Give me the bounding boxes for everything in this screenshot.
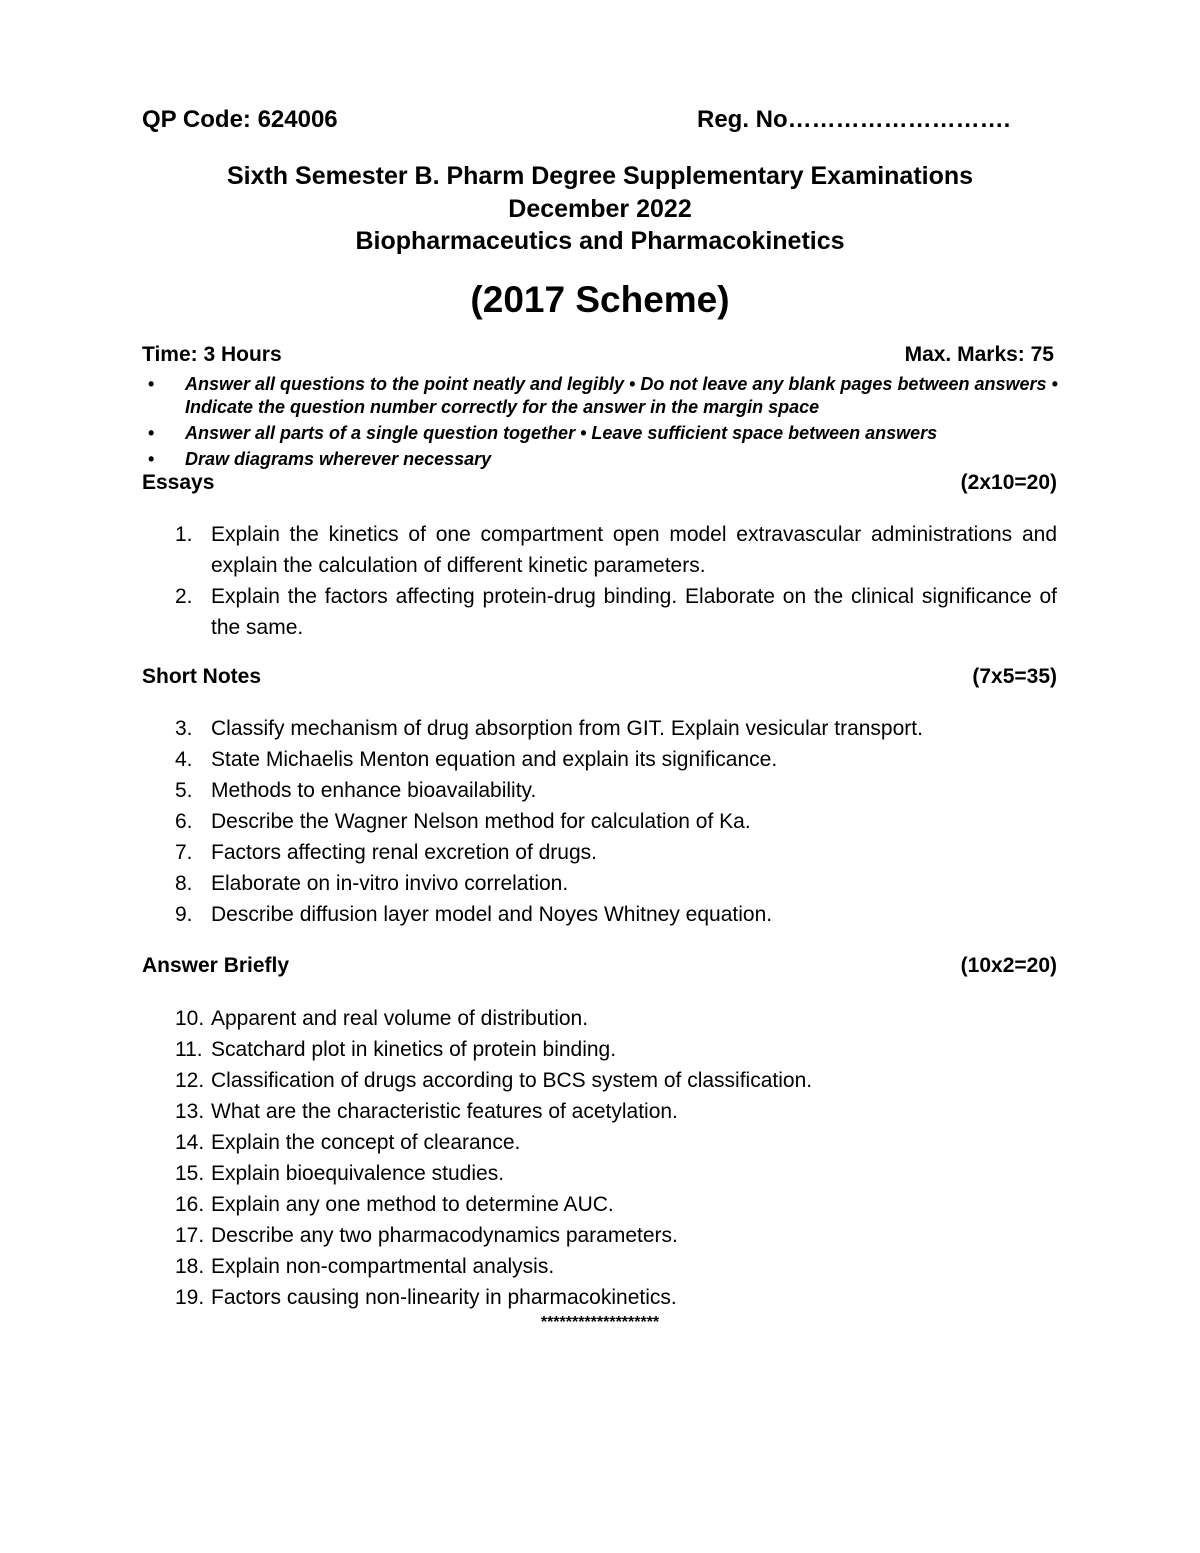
section-marks: (7x5=35) — [972, 665, 1057, 688]
question-item: 10. Apparent and real volume of distribution. — [175, 1007, 589, 1030]
instruction-item: • Answer all parts of a single question together • Leave sufficient space between answers — [148, 423, 938, 443]
section-marks: (2x10=20) — [960, 471, 1057, 494]
time-label: Time: 3 Hours — [142, 343, 282, 366]
subject-title: Biopharmaceutics and Pharmacokinetics — [355, 227, 845, 255]
exam-date: December 2022 — [508, 195, 692, 223]
section-header-short-notes — [142, 665, 1057, 689]
qp-code: QP Code: 624006 — [142, 106, 338, 133]
scheme-title: (2017 Scheme) — [470, 279, 730, 320]
brief-questions — [175, 1003, 1057, 1313]
question-item: 16. Explain any one method to determine AUC. — [175, 1193, 614, 1216]
question-item: 17. Describe any two pharmacodynamics parameters. — [175, 1224, 678, 1247]
question-item: 11. Scatchard plot in kinetics of protein binding. — [175, 1038, 617, 1061]
question-item: 13. What are the characteristic features of acetylation. — [175, 1100, 678, 1123]
question-item: 19. Factors causing non-linearity in pharmacokinetics. — [175, 1286, 677, 1309]
section-marks: (10x2=20) — [960, 954, 1057, 977]
question-item: 12. Classification of drugs according to BCS system of classification. — [175, 1069, 813, 1092]
question-item: 15. Explain bioequivalence studies. — [175, 1162, 505, 1185]
section-title: Essays — [142, 471, 215, 494]
max-marks-label: Max. Marks: 75 — [904, 343, 1054, 366]
question-item: 6. Describe the Wagner Nelson method for calculation of Ka. — [175, 810, 751, 833]
question-item: 9. Describe diffusion layer model and Noyes Whitney equation. — [175, 903, 773, 926]
question-item: 2. Explain the factors affecting protein-drug binding. Elaborate on the clinical significance of the same. — [175, 585, 1057, 639]
instructions-list — [145, 373, 1065, 474]
instruction-item: • Answer all questions to the point neatly and legibly • Do not leave any blank pages between answers • Indicate the question number correctly for the answer in the margin space — [148, 374, 1058, 417]
question-item: 4. State Michaelis Menton equation and explain its significance. — [175, 748, 778, 771]
short-note-questions — [175, 713, 1057, 930]
instruction-item: • Draw diagrams wherever necessary — [148, 449, 492, 469]
question-item: 7. Factors affecting renal excretion of drugs. — [175, 841, 597, 864]
question-item: 14. Explain the concept of clearance. — [175, 1131, 521, 1154]
bullet-icon: • — [148, 374, 155, 394]
essay-questions — [175, 519, 1057, 643]
question-item: 8. Elaborate on in-vitro invivo correlation. — [175, 872, 569, 895]
question-item: 5. Methods to enhance bioavailability. — [175, 779, 537, 802]
header-row — [142, 106, 1062, 140]
end-of-paper-stars: ******************* — [540, 1314, 660, 1331]
time-marks-row — [142, 343, 1054, 367]
bullet-icon: • — [148, 449, 155, 469]
reg-no: Reg. No………………………. — [697, 106, 1011, 133]
question-item: 3. Classify mechanism of drug absorption from GIT. Explain vesicular transport. — [175, 717, 923, 740]
section-header-essays — [142, 471, 1057, 495]
section-title: Short Notes — [142, 665, 262, 688]
question-item: 1. Explain the kinetics of one compartment open model extravascular administrations and explain the calculation of different kinetic parameters. — [175, 523, 1057, 577]
section-header-answer-briefly — [142, 954, 1057, 978]
question-item: 18. Explain non-compartmental analysis. — [175, 1255, 555, 1278]
bullet-icon: • — [148, 423, 155, 443]
exam-title: Sixth Semester B. Pharm Degree Supplementary Examinations — [226, 162, 974, 190]
section-title: Answer Briefly — [142, 954, 290, 977]
